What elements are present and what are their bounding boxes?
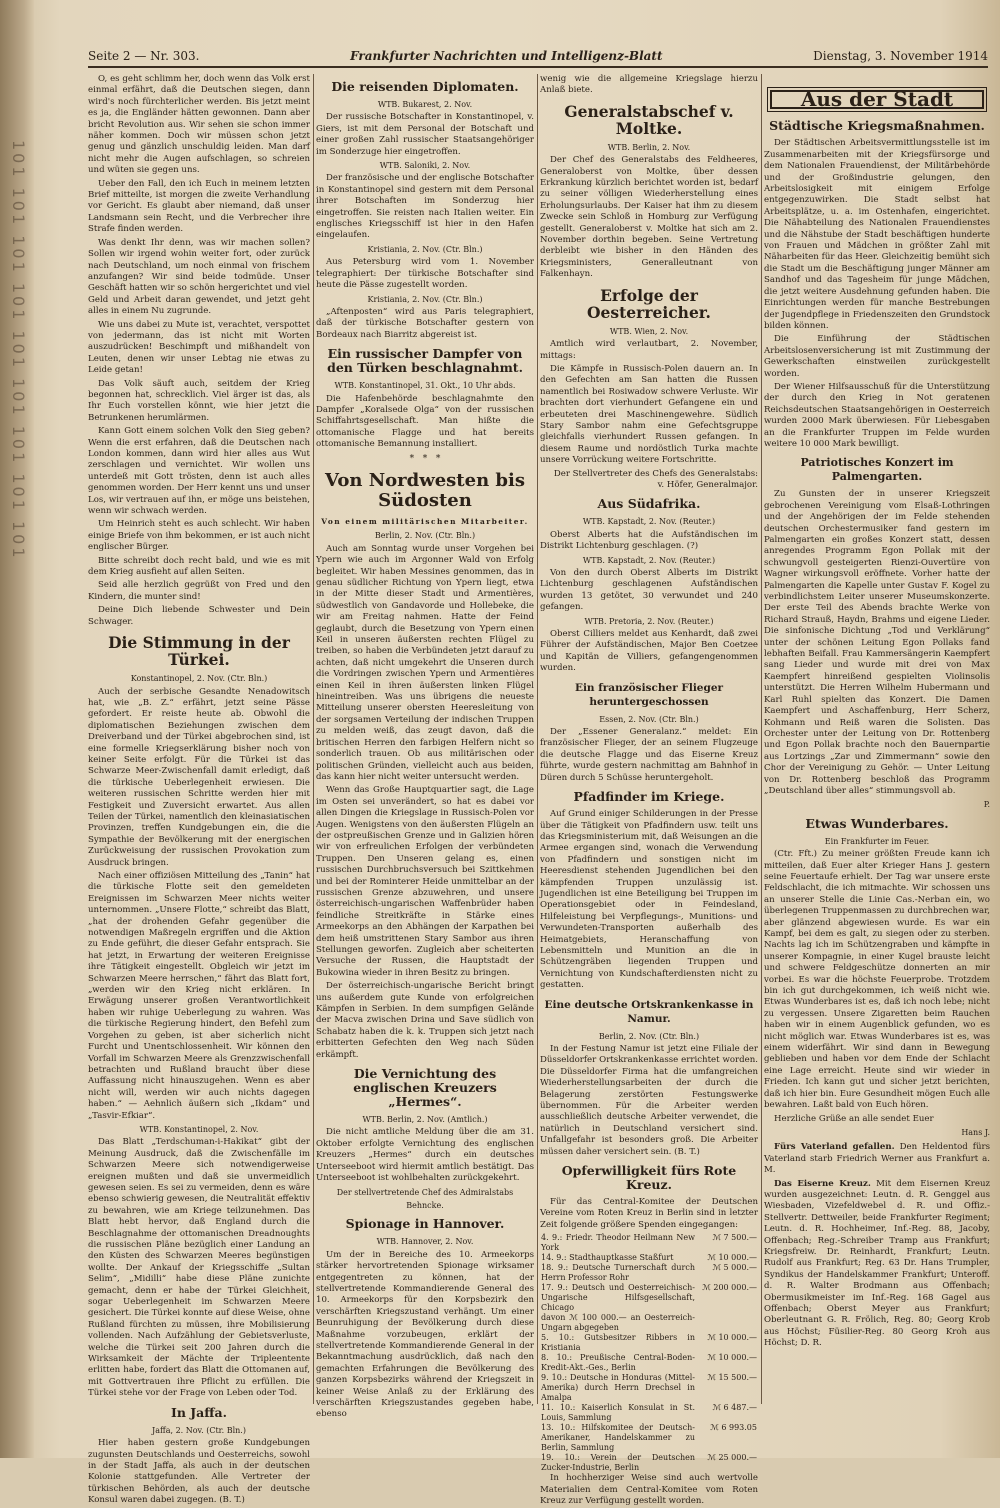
donation-row — [540, 1253, 758, 1263]
paragraph: Deine Dich liebende Schwester und Dein Schwager. — [88, 605, 310, 627]
dateline: Konstantinopel, 2. Nov. (Ctr. Bln.) — [130, 674, 268, 684]
article-title-concert: Patriotisches Konzert im Palmengarten. — [800, 456, 954, 484]
dateline: WTB. Kapstadt, 2. Nov. (Reuter.) — [582, 517, 716, 527]
column-3 — [540, 74, 758, 1507]
donations-table — [540, 1233, 758, 1473]
article-title-flyer: Ein französischer Flieger heruntergeschossen — [574, 681, 724, 708]
dateline: Berlin, 2. Nov. (Ctr. Bln.) — [598, 1031, 700, 1041]
donor: 19. 10.: Verein der Deutschen Zucker-Industrie, Berlin — [541, 1453, 695, 1473]
section-header-local-news: Aus der Stadt — [770, 90, 984, 109]
dateline: Jaffa, 2. Nov. (Ctr. Bln.) — [152, 1425, 246, 1435]
letter-signature: Hans J. — [961, 1127, 990, 1137]
page-header — [88, 46, 988, 68]
donation-amount: ℳ 15 500.— — [707, 1373, 757, 1383]
donation-row — [540, 1353, 758, 1373]
paragraph: Der Chef des Generalstabs des Feldheeres, Generaloberst von Moltke, über dessen Erkrankung kürzlich berichtet worden ist, bedarf zu seiner völligen Wiederherstellung eines Erholungsurlaubs. Der Kaiser hat ihm zu diesem Zwecke sein Schloß in Homburg zur Verfügung gestellt. Generaloberst v. Moltke hat sich am 2. November dorthin begeben. Seine Vertretung derbleibt wie bisher in den Händen des Kriegsministers, Generalleutnant von Falkenhayn. — [540, 155, 758, 280]
dateline: WTB. Pretoria, 2. Nov. (Reuter.) — [584, 616, 714, 626]
dateline: WTB. Konstantinopel, 2. Nov. — [139, 1124, 259, 1134]
paragraph: Der Wiener Hilfsausschuß für die Unterstützung der durch den Krieg in Not geratenen Reichsdeutschen Staatsangehörigen in Oesterreich wurden 2000 Mark überwiesen. Für Liebesgaben an die Frankfurter Truppen im Felde wurden weitere 10 000 Mark bewilligt. — [764, 381, 990, 449]
donation-amount: ℳ 10 000.— — [707, 1353, 757, 1363]
paragraph: Die Kämpfe in Russisch-Polen dauern an. In den Gefechten am San hatten die Russen namentlich bei Rosiwadow schwere Verluste. Wir brachten dort vierhundert Gefangene ein und erbeuteten drei Maschinengewehre. Südlich Stary Sambor nahm eine Gefechtsgruppe gleichfalls vierhundert Russen gefangen. In diesem Raume und nordöstlich Turka machte unsere Vorrückung weitere Fortschritte. — [540, 363, 758, 466]
paragraph: Ueber den Fall, den ich Euch in meinem letzten Brief mitteilte, ist morgen die zweite Verhandlung vor Gericht. Es glaubt aber niemand, daß unser Landsmann sein Recht, und die Verbrecher ihre Strafe finden werden. — [88, 178, 310, 235]
paragraph: wenig wie die allgemeine Kriegslage hierzu Anlaß biete. — [540, 74, 758, 96]
signature-name: Behncke. — [406, 1200, 444, 1210]
donation-amount — [696, 1313, 758, 1333]
column-2 — [316, 74, 534, 1420]
paragraph: O, es geht schlimm her, doch wenn das Volk erst einmal erfährt, daß die Deutschen siegen, dann wird's noch fürchterlicher werden. Bis jetzt meint es ja, die Engländer hätten gewonnen. Dann aber bricht Revolution aus. Wir sehen sie schon immer näher kommen. Doch wir müssen schon jetzt genug und gänzlich unschuldig leiden. Man darf nicht mehr die Augen aufschlagen, so schreien und wüten sie gegen uns. — [88, 74, 310, 176]
paragraph — [764, 1142, 990, 1176]
dateline: WTB. Berlin, 2. Nov. — [607, 142, 691, 152]
paragraph: Das Blatt „Terdschuman-i-Hakikat“ gibt der Meinung Ausdruck, daß die Zwischenfälle im Schwarzen Meere sich notwendigerweise ereignen mußten und daß sie unvermeidlich gewesen seien. Es sei zu vermeiden, denn es wäre ebenso schwierig gewesen, die Neutralität effektiv zu bewahren, wie am Kriege teilzunehmen. Das Blatt hebt hervor, daß England durch die Beschlagnahme der ottomanischen Dreadnoughts die russischen Pläne bezüglich einer Landung an den Küsten des Schwarzen Meeres begünstigen wollte. Der Ankauf der Kriegsschiffe „Sultan Selim“, „Midilli“ habe diese Pläne zunichte gemacht, denn er habe der Türkei Gleichheit, sogar Ueberlegenheit im Schwarzen Meere gesichert. Die Türkei konnte auf diese Weise, ohne Rußland fürchten zu müssen, ihre Mobilisierung vollenden. Nach Aufzählung der Gebietsverluste, welche die Türkei seit 200 Jahren durch die Wirksamkeit der Mächte der Tripleentente erlitten habe, fordert das Blatt die Ottomanen auf, mit Gottvertrauen ihre Pflicht zu erfüllen. Die Türkei stehe vor der Frage von Leben oder Tod. — [88, 1137, 310, 1399]
letter-article — [88, 74, 310, 628]
paragraph: Der Städtischen Arbeitsvermittlungsstelle ist im Zusammenarbeiten mit der Kriegsfürsorge und dem Nationalen Frauendienst, der Militärbehörde und der Großindustrie gelungen, den Arbeitslosigkeit mit einigem Erfolge entgegenzuwirken. Die Stadt selbst hat Arbeitsplätze, u. a. im Ostenhafen, eingerichtet. Die Nähabteilung des Nationalen Frauendienstes und die Nähstube der Stadt beschäftigen hunderte von Frauen und Mädchen in größter Zahl mit Näharbeiten für das Heer. Gleichzeitig bemüht sich die Stadt um die Beschäftigung junger Männer am Sandhof und das Tagesheim für junge Mädchen, die jetzt weitere Ausdehnung gefunden haben. Die Einrichtungen werden für manche Bestrebungen der Jugendpflege in Friedenszeiten den Grundstock bilden können. — [764, 138, 990, 331]
paragraph: Die Hafenbehörde beschlagnahmte den Dampfer „Koralsede Olga“ von der russischen Schiffahrtsgesellschaft. Man hißte die ottomanische Flagge und hat bereits ottomanische Bemannung installiert. — [316, 393, 534, 450]
paragraph: In hochherziger Weise sind auch wertvolle Materialien dem Central-Komitee vom Roten Kreuz zur Verfügung gestellt worden. — [540, 1473, 758, 1507]
article-title-northwest: Von Nordwesten bis Südosten — [325, 469, 525, 511]
donation-amount: ℳ 25 000.— — [707, 1453, 757, 1463]
paragraph: Zu Gunsten der in unserer Kriegszeit gebrochenen Vereinigung vom Elsaß-Lothringen und der Angehörigen der im Felde stehenden deutschen Orchestermusiker fand gestern im Palmengarten ein großes Konzert statt, dessen anregendes Programm Egon Pollak mit der schwungvoll gesteigerten Rienzi-Ouvertüre von Wagner wirkungsvoll eröffnete. Vorher hatte der Palmengarten die Kapelle unter Gustav F. Kogel zu verbindlichstem Leiter unserer Museumskonzerte. Der erste Teil des Abends brachte Werke von Richard Strauß, Haydn, Brahms und eigene Lieder. Die sinfonische Dichtung „Tod und Verklärung“ unter der schönen Leitung Egon Pollaks fand lebhaften Beifall. Frau Kammersängerin Kaempfert sang Lieder und wurde mit drei von Max Kaempfert hinreißend gespielten Violinsolis unterstützt. Die Herren Wilhelm Hubermann und Karl Ruhl spielten das Konzert. Die Damen Kaempfert und Aschaffenburg, Herr Scherz, Kohmann und Reiß waren die Solisten. Das Orchester unter der Leitung von Dr. Rottenberg und Egon Pollak brachte noch den Bauernpartie aus Lortzings „Zar und Zimmermann“ sowie den Chor der Vereinigung zu Gehör. — Unter Leitung von Dr. Rottenberg beschloß das Programm „Deutschland über alles“ stimmungsvoll ab. — [764, 489, 990, 796]
article-title-wonder: Etwas Wunderbares. — [805, 815, 949, 831]
dateline: WTB. Bukarest, 2. Nov. — [377, 100, 473, 109]
page-binding-edge — [0, 0, 34, 1458]
donation-row — [540, 1333, 758, 1353]
paragraph: Aus Petersburg wird vom 1. November telegraphiert: Der türkische Botschafter sind heute die Pässe zugestellt worden. — [316, 257, 534, 291]
paragraph: Wenn das Große Hauptquartier sagt, die Lage im Osten sei unverändert, so hat es dabei vor allen Dingen die Kriegslage in Russisch-Polen vor Augen. Wenigstens von den äußersten Flügeln an der ostpreußischen Grenze und in Galizien hören wir von erfreulichen Erfolgen der verbündeten Truppen. Den Unseren gelang es, einen russischen Durchbruchsversuch bei Szittkehmen und bei der Rominterer Heide unmittelbar an der russischen Grenze abzuwehren, und unsere österreichisch-ungarischen Waffenbrüder haben feindliche Streitkräfte in Stärke eines Armeekorps an den Abhängen der Karpathen bei dem heiß umstrittenen Stary Sambor aus ihren Stellungen geworfen. Zugleich aber scheiterten Versuche der Russen, die Hauptstadt der Bukowina wieder in ihren Besitz zu bringen. — [316, 785, 534, 978]
paragraph: Auch am Sonntag wurde unser Vorgehen bei Ypern wie auch im Argonner Wald von Erfolg begleitet. Wir haben Messines genommen, das in genau südlicher Richtung von Ypern liegt, etwa in der Mitte dieser Stadt und Armentières, südwestlich von Gandavorde und Hollebeke, die wir am Freitag nahmen. Hatte der Feind geglaubt, durch die Besetzung von Ypern einen Keil in unseren äußersten rechten Flügel zu treiben, so haben die Verbündeten jetzt darauf zu achten, daß nicht umgekehrt die Unseren durch die Vordringen zwischen Ypern und Armentières einen Keil in ihren äußersten linken Flügel hineintreiben. Was uns übrigens die neueste Mitteilung unserer obersten Heeresleitung von der sorgsamen Verteilung der indischen Truppen zu melden weiß, das zeugt davon, daß die britischen Herren den farbigen Helfern nicht so sonderlich trauen. Ob aus militärischen oder politischen Gründen, vielleicht auch aus beiden, das kann hier nicht weiter untersucht werden. — [316, 543, 534, 782]
donation-row — [540, 1283, 758, 1313]
paragraph: Das Volk säuft auch, seitdem der Krieg begonnen hat, schrecklich. Viel ärger ist das, als Ihr Euch vorstellen könnt, wie hier jetzt die Betrunkenen herumlärmen. — [88, 378, 310, 423]
paragraph: Der „Essener Generalanz.“ meldet: Ein französischer Flieger, der an seinem Flugzeuge die deutsche Flagge und das Eiserne Kreuz führte, wurde gestern nachmittag am Bahnhof in Düren durch 5 Schüsse heruntergeholt. — [540, 727, 758, 783]
paragraph: Herzliche Grüße an alle sendet Euer — [774, 1113, 934, 1124]
donation-amount: ℳ 6 993.05 — [710, 1423, 757, 1433]
article-title-redcross: Opferwilligkeit fürs Rote Kreuz. — [561, 1163, 737, 1193]
article-title-measures: Städtische Kriegsmaßnahmen. — [769, 118, 985, 134]
paragraph: Von den durch Oberst Alberts im Distrikt Lichtenburg geschlagenen Aufständischen wurden 13 getötet, 30 verwundet und 240 gefangen. — [540, 568, 758, 613]
paragraph: Um Heinrich steht es auch schlecht. Wir haben einige Briefe von ihm bekommen, er ist auch nicht englischer Bürger. — [88, 519, 310, 553]
donation-row — [540, 1423, 758, 1453]
page-number: Seite 2 — Nr. 303. — [88, 49, 200, 63]
section-separator: * * * — [409, 453, 441, 464]
paragraph: Der russische Botschafter in Konstantinopel, v. Giers, ist mit dem Personal der Botschaft und einer großen Zahl russischer Staatsangehöriger im Sonderzuge hier eingetroffen. — [316, 112, 534, 157]
paragraph: In der Festung Namur ist jetzt eine Filiale der Düsseldorfer Ortskrankenkasse errichtet worden. Die Düsseldorfer Firma hat die umfangreichen Wiederherstellungsarbeiten der durch die Belagerung zerstörten Festungswerke übernommen. Für die Arbeiter werden ausschließlich deutsche Arbeiter verwendet, die natürlich in Deutschland versichert sind. Unfallgefahr ist besonders groß. Die Arbeiter müssen daher versichert sein. (B. T.) — [540, 1044, 758, 1157]
paragraph: Der französische und der englische Botschafter in Konstantinopel sind gestern mit dem Personal ihrer Botschaften im Sonderzug hier eingetroffen. Sie reisten nach Italien weiter. Ein englisches Kriegsschiff ist hier in den Hafen eingelaufen. — [316, 173, 534, 241]
donation-amount: ℳ 200 000.— — [702, 1283, 757, 1293]
signature-line: Der stellvertretende Chef des Admiralstabs — [336, 1187, 514, 1197]
article-title-steamer: Ein russischer Dampfer von den Türken beschlagnahmt. — [327, 346, 523, 376]
paragraph — [764, 1179, 990, 1350]
article-title-turkey: Die Stimmung in der Türkei. — [108, 633, 290, 670]
paragraph: Oberst Alberts hat die Aufständischen im Distrikt Lichtenburg geschlagen. (?) — [540, 529, 758, 552]
issue-date: Dienstag, 3. November 1914 — [813, 49, 988, 63]
donation-amount: ℳ 5 000.— — [712, 1263, 757, 1273]
donor: davon ℳ 100 000.— an Oesterreich-Ungarn abgegeben — [541, 1313, 695, 1333]
paragraph: Die nicht amtliche Meldung über die am 31. Oktober erfolgte Vernichtung des englischen Kreuzers „Hermes“ durch ein deutsches Unterseeboot wird hiermit amtlich bestätigt. Das Unterseeboot ist wohlbehalten zurückgekehrt. — [316, 1127, 534, 1184]
dateline: WTB. Saloniki, 2. Nov. — [379, 161, 471, 171]
donation-amount: ℳ 10 000.— — [707, 1333, 757, 1343]
masthead: Frankfurter Nachrichten und Intelligenz-Blatt — [350, 49, 663, 63]
paragraph: Was denkt Ihr denn, was wir machen sollen? Sollen wir irgend wohin weiter fort, oder zurück nach Deutschland, um noch einmal von frischem anzufangen? Wir sind beide todmüde. Unser Geschäft hatten wir so schön hergerichtet und viel Geld und Arbeit daran gewendet, und jetzt geht alles in einem Nu zugrunde. — [88, 237, 310, 317]
paragraph: Um der in Bereiche des 10. Armeekorps stärker hervortretenden Spionage wirksamer entgegentreten zu können, hat der stellvertretende Kommandierende General des 10. Armeekorps für den Korpsbezirk den verschärften Kriegszustand verhängt. Um einer Beunruhigung der Bevölkerung durch diese Maßnahme vorzubeugen, erklärt der stellvertretende Kommandierende General in der Bekanntmachung ausdrücklich, daß nach den gemachten Erfahrungen die Bevölkerung des ganzen Korpsbezirks während der Kriegszeit in keiner Weise Anlaß zu der Erklärung des verschärften Kriegszustandes gegeben habe, ebenso — [316, 1249, 534, 1420]
article-title-southafrica: Aus Südafrika. — [597, 496, 701, 512]
donor: 8. 10.: Preußische Central-Boden-Kredit-Akt.-Ges., Berlin — [541, 1353, 695, 1373]
paragraph: Kann Gott einem solchen Volk den Sieg geben? Wenn die erst erfahren, daß die Deutschen nach London kommen, dann wird hier alles aus Wut zerschlagen und vernichtet. Wir wollen uns unterdeß mit Gott trösten, denn ist auch alles genommen worden. Der Herr kennt uns und unser Los, wir vertrauen auf ihn, er möge uns beistehen, wenn wir schwach werden. — [88, 426, 310, 517]
donation-amount: ℳ 10 000.— — [707, 1253, 757, 1263]
article-title-diplomats: Die reisenden Diplomaten. — [331, 79, 519, 94]
dateline: WTB. Hannover, 2. Nov. — [376, 1237, 474, 1247]
ghost-print-text: 101 101 101 101 101 101 101 101 101 — [9, 140, 28, 561]
column-rule — [537, 74, 538, 1404]
donation-row — [540, 1233, 758, 1253]
donation-row — [540, 1403, 758, 1423]
inline-heading-iron-cross: Das Eiserne Kreuz. — [774, 1178, 871, 1189]
article-title-moltke: Generalstabschef v. Moltke. — [564, 101, 734, 138]
article-title-insurance: Eine deutsche Ortskrankenkasse in Namur. — [544, 998, 754, 1025]
article-subtitle: Ein Frankfurter im Feuer. — [824, 836, 930, 846]
donor: 13. 10.: Hilfskomitee der Deutsch-Amerikaner, Handelskammer zu Berlin, Sammlung — [541, 1423, 695, 1453]
column-rule — [761, 74, 762, 1404]
dateline: Essen, 2. Nov. (Ctr. Bln.) — [599, 714, 699, 724]
paragraph: Amtlich wird verlautbart, 2. November, mittags: — [540, 339, 758, 361]
donor: 11. 10.: Kaiserlich Konsulat in St. Louis, Sammlung — [541, 1403, 695, 1423]
paragraph: Die Einführung der Städtischen Arbeitslosenversicherung ist mit Zustimmung der Gewerkschaften einstweilen zurückgestellt worden. — [764, 334, 990, 379]
paragraph: Der österreichisch-ungarische Bericht bringt uns außerdem gute Kunde von erfolgreichen Kämpfen in Serbien. In dem sumpfigen Gelände der Macva zwischen Drina und Save südlich von Schabatz haben die k. k. Truppen sich jetzt nach erbitterten Gefechten den Weg nach Süden erkämpft. — [316, 981, 534, 1060]
paragraph: Auf Grund einiger Schilderungen in der Presse über die Tätigkeit von Pfadfindern usw. teilt uns das Kriegsministerium mit, daß Weisungen an die Armee ergangen sind, wonach die Verwendung von Pfadfindern und sonstigen nicht im Heeresdienst stehenden Jugendlichen bei den kämpfenden Truppen unzulässig ist. Jugendlichen ist eine Beteiligung bei Truppen im Operationsgebiet oder in Feindesland, Hilfeleistung bei Verpflegungs-, Munitions- und Verwundeten-Transporten außerhalb des Heimatgebiets, Heranschaffung von Lebensmitteln und Munition an die in Schützengräben liegenden Truppen und Vernichtung von Kundschafterdiensten nicht zu gestatten. — [540, 809, 758, 991]
dateline: Kristiania, 2. Nov. (Ctr. Bln.) — [367, 244, 483, 254]
donation-row — [540, 1373, 758, 1403]
column-4 — [764, 74, 990, 1404]
dateline: Berlin, 2. Nov. (Ctr. Bln.) — [374, 531, 476, 541]
dateline: Kristiania, 2. Nov. (Ctr. Bln.) — [367, 294, 483, 304]
donor: 5. 10.: Gutsbesitzer Ribbers in Kristiania — [541, 1333, 695, 1353]
article-title-espionage: Spionage in Hannover. — [345, 1216, 505, 1232]
article-title-hermes: Die Vernichtung des englischen Kreuzers „Hermes“. — [353, 1066, 497, 1110]
column-1 — [88, 74, 310, 1506]
paragraph: Seid alle herzlich gegrüßt von Fred und den Kindern, die munter sind! — [88, 580, 310, 602]
dateline: WTB. Konstantinopel, 31. Okt., 10 Uhr abds. — [334, 381, 516, 391]
donor: 18. 9.: Deutsche Turnerschaft durch Herrn Professor Rohr — [541, 1263, 695, 1283]
dateline: WTB. Berlin, 2. Nov. (Amtlich.) — [362, 1115, 488, 1125]
paragraph: Wie uns dabei zu Mute ist, verachtet, verspottet von jedermann, das ist nicht mit Worten auszudrücken! Beschimpft und mißhandelt von Leuten, denen wir unser Lebtag nie etwas zu Leide getan! — [88, 319, 310, 376]
paragraph-text: Den Heldentod fürs Vaterland starb Friedrich Werner aus Frankfurt a. M. — [764, 1142, 991, 1176]
paragraph: Nach einer offiziösen Mitteilung des „Tanin“ hat die türkische Flotte seit den gemeldeten Ereignissen im Schwarzen Meer nichts weiter unternommen. „Unsere Flotte,“ schreibt das Blatt, „hat der drohenden Gefahr gegenüber die notwendigen Maßregeln ergriffen und die Aktion zu Ende geführt, die dieser Gefahr entsprach. Sie hat jetzt, in Erwartung der weiteren Ereignisse ihre Tätigkeit eingestellt. Obgleich wir jetzt im Schwarzen Meere herrschen,“ fährt das Blatt fort, „werden wir den Krieg nicht erklären. In Erwägung unserer großen Verantwortlichkeit haben wir ruhige Ueberlegung zu wahren. Was die türkische Regierung hindert, den Befehl zum Vorgehen zu geben, ist aber sicherlich nicht Furcht und Unentschlossenheit. Wir können den Vorfall im Schwarzen Meere als Grenzzwischenfall betrachten und Rußland braucht über diese Auffassung nicht hinauszugehen. Wenn es aber nicht will, werden wir auch nichts dagegen haben.“ — Aehnlich äußern sich „Ikdam“ und „Tasvir-Efkiar“. — [88, 871, 310, 1121]
paragraph: Auch der serbische Gesandte Nenadowitsch hat, wie „B. Z.“ erfährt, jetzt seine Pässe gefordert. Er reiste heute ab. Obwohl die diplomatischen Beziehungen zwischen dem Dreiverband und der Türkei abgebrochen sind, ist eine formelle Kriegserklärung bisher noch von keiner Seite erfolgt. Für die Türkei ist das Schwarze Meer-Zwischenfall damit erledigt, daß die türkische Ueberlegenheit erwiesen. Die weiteren russischen Schritte werden hier mit Festigkeit und Zuversicht erwartet. Aus allen Teilen der Türkei, namentlich den kleinasiatischen Provinzen, treffen Kundgebungen ein, die die Sympathie der Bevölkerung mit der energischen Zurückweisung der russischen Provokation zum Ausdruck bringen. — [88, 686, 310, 868]
article-title-austria: Erfolge der Oesterreicher. — [587, 285, 711, 322]
donation-row — [540, 1453, 758, 1473]
article-title-scouts: Pfadfinder im Kriege. — [573, 789, 725, 805]
article-subtitle: Von einem militärischen Mitarbeiter. — [321, 516, 529, 526]
donor: 17. 9.: Deutsch und Oesterreichisch-Ungarische Hilfsgesellschaft, Chicago — [541, 1283, 695, 1313]
donation-amount: ℳ 7 500.— — [712, 1233, 757, 1243]
paragraph: „Aftenposten“ wird aus Paris telegraphiert, daß der türkische Botschafter gestern von Bordeaux nach Biarritz abgereist ist. — [316, 306, 534, 340]
paragraph: Oberst Cilliers meldet aus Kenhardt, daß zwei Führer der Aufständischen, Major Ben Coetzee und Kapitän de Villiers, gefangengenommen wurden. — [540, 629, 758, 674]
donor: 14. 9.: Stadthauptkasse Staßfurt — [541, 1253, 674, 1263]
paragraph-text: Mit dem Eisernen Kreuz wurden ausgezeichnet: Leutn. d. R. Genggel aus Wiesbaden, Vizefeldwebel d. R. und Offiz.-Stellvertr. Dettweiler, beide Frankfurter Regiment; Leutn. d. R. Hochheimer, Inf.-Reg. 88, Jacoby, Offenbach; Reg.-Schreiber Tramp aus Frankfurt; Kriegsfreiw. Dr. Reinhardt, Frankfurt; Leutn. Rudolf aus Frankfurt; Reg. 63 Dr. Hans Trumpler, Syndikus der Handelskammer Frankfurt; Unteroff. d. R. Walter Brodmann aus Offenbach; Obermusikmeister im Inf.-Reg. 168 Gagel aus Offenbach; Oberst Meyer aus Frankfurt; Oberleutnant G. R. Frölich, Reg. 80; Georg Krob aus Höchst; Füsilier-Reg. 80 Georg Kroh aus Höchst; D. R. — [764, 1178, 991, 1349]
dateline: WTB. Wien, 2. Nov. — [609, 326, 689, 336]
donation-row — [540, 1263, 758, 1283]
signature-line: Der Stellvertreter des Chefs des Generalstabs: v. Höfer, Generalmajor. — [553, 468, 758, 490]
article-title-jaffa: In Jaffa. — [170, 1404, 227, 1420]
column-rule — [313, 74, 314, 1404]
author-initial: P. — [983, 800, 990, 810]
donor: 9. 10.: Deutsche in Honduras (Mittel-Amerika) durch Herrn Drechsel in Amalpa — [541, 1373, 695, 1403]
donation-amount: ℳ 6 487.— — [712, 1403, 757, 1413]
inline-heading-fallen: Fürs Vaterland gefallen. — [774, 1142, 895, 1153]
paragraph: Hier haben gestern große Kundgebungen zugunsten Deutschlands und Oesterreichs, sowohl in der Stadt Jaffa, als auch in der deutschen Kolonie stattgefunden. Alle Vertreter der türkischen Behörden, als auch der deutsche Konsul waren dabei zugegen. (B. T.) — [88, 1438, 310, 1506]
paragraph: Für das Central-Komitee der Deutschen Vereine vom Roten Kreuz in Berlin sind in letzter Zeit folgende größere Spenden eingegangen: — [540, 1197, 758, 1230]
paragraph: Bitte schreibt doch recht bald, und wie es mit dem Krieg ausfieht auf allen Seiten. — [88, 555, 310, 578]
paragraph: (Ctr. Fft.) Zu meiner größten Freude kann ich mitteilen, daß Euer alter Krieger Hans J. gestern seine Feuertaufe erhielt. Der Tag war unsere erste Feldschlacht, die ich mitmachte. Wir schossen uns an unserer Stelle die Linie Cas.-Nerban ein, wo überlegenen Truppenmassen zu durchbrechen war, aber glänzend abgewiesen wurde. Es war ein Kampf, bei dem es galt, zu siegen oder zu sterben. Nachts lag ich im Schützengraben und kämpfte in unserer Kompagnie, in einer Kugel brauste leicht und schwere Feldgeschütze donnerten an mir vorbei. Es war die höchste Feuerprobe. Trotzdem bin ich gut durchgekommen, ich weiß nicht wie. Etwas Wunderbares ist es, daß ich noch lebe; nicht zu vergessen. Unsere Zigaretten beim Rauchen haben wir in einem Augenblick gefunden, wo es nicht möglich war. Etwas Wunderbares ist es, was einem widerfährt. Wir sind dann in Bewegung geblieben und haben vor dem Ende der Schlacht eine Lage erreicht. Heute sind wir wieder in Frieden. Ich kann gut und sicher jetzt berichten, daß ich hier bin. Eure Gesundheit mögen Euch alle bewahren. Laßt bald von Euch hören. — [764, 849, 990, 1111]
donor: 4. 9.: Friedr. Theodor Heilmann New York — [541, 1233, 695, 1253]
dateline: WTB. Kapstadt, 2. Nov. (Reuter.) — [582, 555, 716, 565]
donation-row — [540, 1313, 758, 1333]
